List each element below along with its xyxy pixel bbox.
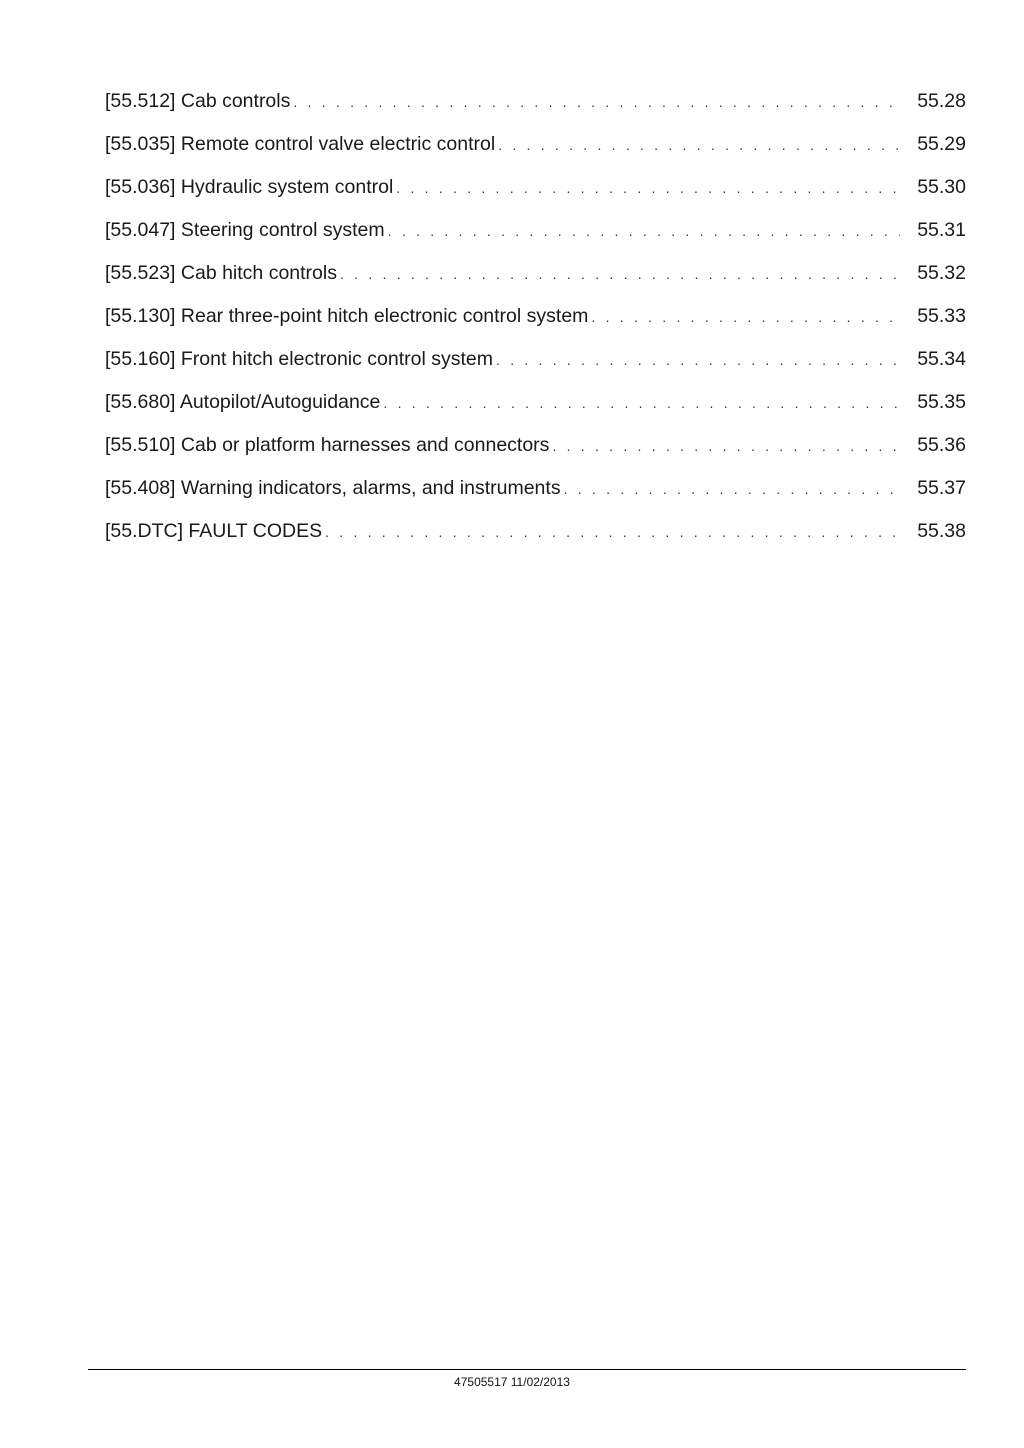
- dot-leader: [496, 346, 900, 374]
- toc-entry-title: [55.510] Cab or platform harnesses and connectors: [105, 434, 550, 456]
- toc-entry-55-408[interactable]: [105, 474, 966, 517]
- toc-entry-title: [55.047] Steering control system: [105, 219, 385, 241]
- toc-entry-55-510[interactable]: [105, 431, 966, 474]
- toc-entry-title: [55.036] Hydraulic system control: [105, 176, 394, 198]
- toc-entry-page: 55.35: [917, 391, 966, 413]
- toc-entry-title: [55.130] Rear three-point hitch electronic control system: [105, 305, 589, 327]
- dot-leader: [325, 518, 900, 546]
- toc-entry-page: 55.32: [917, 262, 966, 284]
- toc-entry-title: [55.512] Cab controls: [105, 90, 291, 112]
- dot-leader: [564, 475, 900, 503]
- toc-entry-55-523[interactable]: [105, 259, 966, 302]
- dot-leader: [591, 303, 900, 331]
- toc-entry-55-512[interactable]: [105, 87, 966, 130]
- toc-entry-page: 55.31: [917, 219, 966, 241]
- toc-entry-title: [55.680] Autopilot/Autoguidance: [105, 391, 381, 413]
- dot-leader: [498, 131, 900, 159]
- dot-leader: [293, 88, 900, 116]
- toc-entry-page: 55.38: [917, 520, 966, 542]
- toc-entry-page: 55.30: [917, 176, 966, 198]
- toc-entry-page: 55.34: [917, 348, 966, 370]
- toc-entry-55-130[interactable]: [105, 302, 966, 345]
- toc-entry-55-047[interactable]: [105, 216, 966, 259]
- toc-entry-page: 55.33: [917, 305, 966, 327]
- toc-entry-page: 55.37: [917, 477, 966, 499]
- toc-entry-55-035[interactable]: [105, 130, 966, 173]
- toc-entry-page: 55.36: [917, 434, 966, 456]
- toc-entry-55-680[interactable]: [105, 388, 966, 431]
- toc-entry-55-160[interactable]: [105, 345, 966, 388]
- toc-entry-title: [55.DTC] FAULT CODES: [105, 520, 323, 542]
- toc-entry-55-036[interactable]: [105, 173, 966, 216]
- toc-entry-page: 55.29: [917, 133, 966, 155]
- toc-entry-title: [55.523] Cab hitch controls: [105, 262, 337, 284]
- toc-entry-page: 55.28: [917, 90, 966, 112]
- table-of-contents: [105, 87, 966, 560]
- dot-leader: [552, 432, 900, 460]
- dot-leader: [340, 260, 900, 288]
- dot-leader: [383, 389, 900, 417]
- toc-entry-title: [55.035] Remote control valve electric control: [105, 133, 496, 155]
- toc-entry-title: [55.160] Front hitch electronic control system: [105, 348, 494, 370]
- dot-leader: [396, 174, 900, 202]
- dot-leader: [388, 217, 900, 245]
- footer-doc-reference: 47505517 11/02/2013: [454, 1375, 570, 1389]
- toc-entry-55-dtc[interactable]: [105, 517, 966, 560]
- toc-entry-title: [55.408] Warning indicators, alarms, and instruments: [105, 477, 561, 499]
- footer-divider: [88, 1369, 966, 1370]
